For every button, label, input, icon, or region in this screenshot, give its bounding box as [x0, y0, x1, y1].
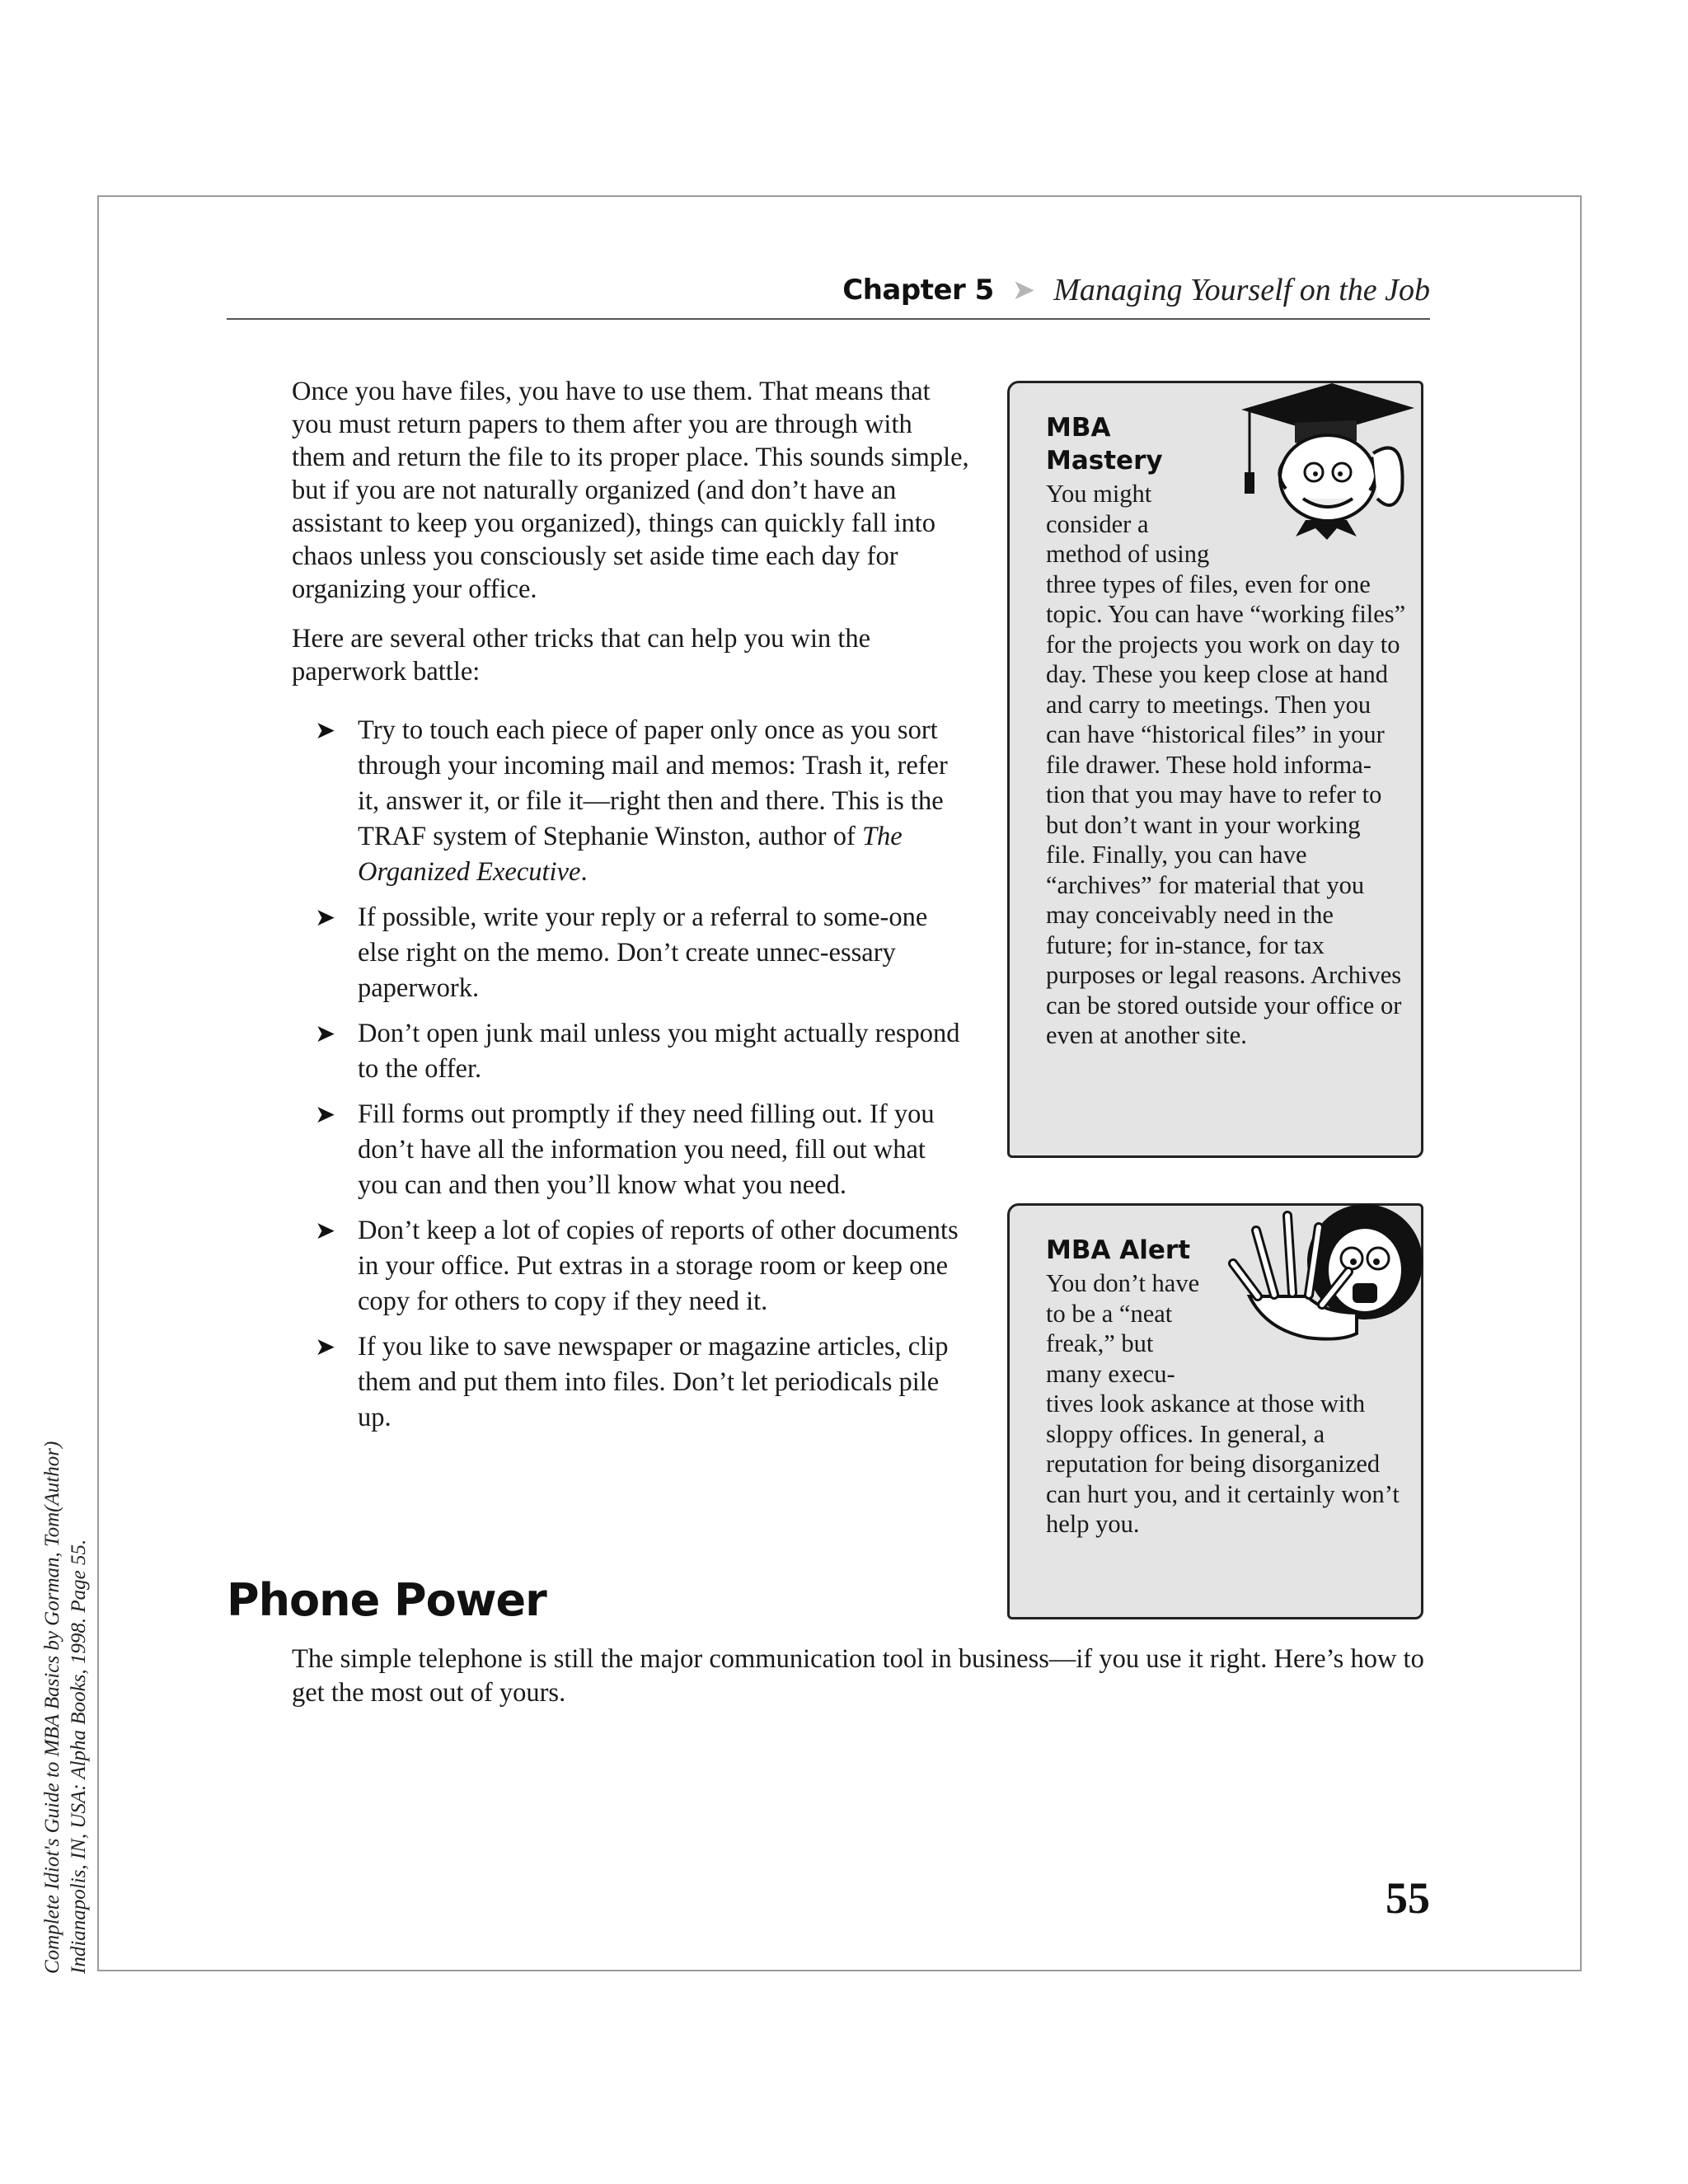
- citation-line-1: Complete Idiot's Guide to MBA Basics by Gorman, Tom(Author): [41, 1441, 63, 1974]
- list-item-end: .: [580, 857, 588, 887]
- alarmed-person-icon: [1217, 1197, 1423, 1371]
- book-title: The Organized Executive: [358, 822, 903, 887]
- side-citation: [40, 1315, 92, 1974]
- list-item: [292, 1016, 969, 1087]
- sidebar-title: MBA Mastery: [1046, 413, 1163, 476]
- section-intro: The simple telephone is still the major communication tool in business—if you use it right. Here’s how to get the most out of yours.: [292, 1644, 1424, 1708]
- sidebar-body: You might consider a method of using three types of files, even for one topic. You can have “working files” for the projects you work on day to day. These you keep close at hand and carry to meetings. Then you can have “historical files” in your file drawer. These hold informa-tion that you may have to refer to but don’t want in your working file. Finally, you can have “archives” for material that you may conceivably need in the future; for in-stance, for tax purposes or legal reasons. Archives can be stored outside your office or even at another site.: [1046, 480, 1406, 1049]
- sidebar-body: You don’t have to be a “neat freak,” but many execu-tives look askance at those with sloppy offices. In general, a reputation for being disorganized can hurt you, and it certainly won’t help you.: [1046, 1269, 1400, 1538]
- body-paragraph: Once you have files, you have to use them. That means that you must return papers to them after you are through with them and return the file to its proper place. This sounds simple, but if you are not naturally organized (and don’t have an assistant to keep you organized), things can quickly fall into chaos unless you consciously set aside time each day for organizing your office.: [292, 377, 969, 604]
- bullet-list: [292, 713, 969, 1436]
- arrow-bullet-icon: ➤: [315, 1333, 336, 1361]
- list-item: [292, 1329, 969, 1436]
- mba-alert-sidebar: [1007, 1203, 1423, 1619]
- main-column: [292, 375, 969, 1446]
- list-item-text: Don’t open junk mail unless you might actually respond to the offer.: [358, 1019, 960, 1084]
- running-header: [227, 262, 1430, 320]
- page-number: 55: [1386, 1873, 1430, 1923]
- chapter-title: Managing Yourself on the Job: [1053, 273, 1430, 307]
- list-item-text: Try to touch each piece of paper only once as you sort through your incoming mail and memos: Trash it, refer it, answer it, or file it—right then and there. This is the TRAF system of Stephanie Winston, author of: [358, 715, 948, 851]
- section-heading: Phone Power: [227, 1574, 546, 1626]
- list-item-text: Fill forms out promptly if they need filling out. If you don’t have all the information you need, fill out what you can and then you’ll know what you need.: [358, 1099, 935, 1200]
- chapter-label: Chapter 5: [842, 274, 994, 307]
- list-item-text: Don’t keep a lot of copies of reports of other documents in your office. Put extras in a storage room or keep one copy for others to copy if they need it.: [358, 1216, 959, 1316]
- arrow-bullet-icon: ➤: [315, 1217, 336, 1244]
- list-item-text: If possible, write your reply or a referral to some-one else right on the memo. Don’t create unnec-essary paperwork.: [358, 902, 928, 1003]
- body-paragraph: Here are several other tricks that can help you win the paperwork battle:: [292, 624, 871, 687]
- list-item: [292, 1097, 969, 1203]
- mba-mastery-sidebar: [1007, 381, 1423, 1158]
- graduate-professor-icon: [1217, 375, 1423, 548]
- arrow-bullet-icon: ➤: [315, 1101, 336, 1128]
- arrow-bullet-icon: ➤: [315, 1020, 336, 1047]
- arrow-bullet-icon: ➤: [315, 717, 336, 744]
- arrow-bullet-icon: ➤: [315, 904, 336, 931]
- list-item: [292, 1213, 969, 1319]
- arrow-icon: ➤: [1011, 275, 1036, 306]
- list-item-text: If you like to save newspaper or magazine articles, clip them and put them into files. Don’t let periodicals pile up.: [358, 1332, 949, 1432]
- sidebar-title: MBA Alert: [1046, 1235, 1191, 1265]
- list-item: [292, 900, 969, 1006]
- list-item: [292, 713, 969, 890]
- citation-line-2: Indianapolis, IN, USA: Alpha Books, 1998. Page 55.: [68, 1539, 90, 1974]
